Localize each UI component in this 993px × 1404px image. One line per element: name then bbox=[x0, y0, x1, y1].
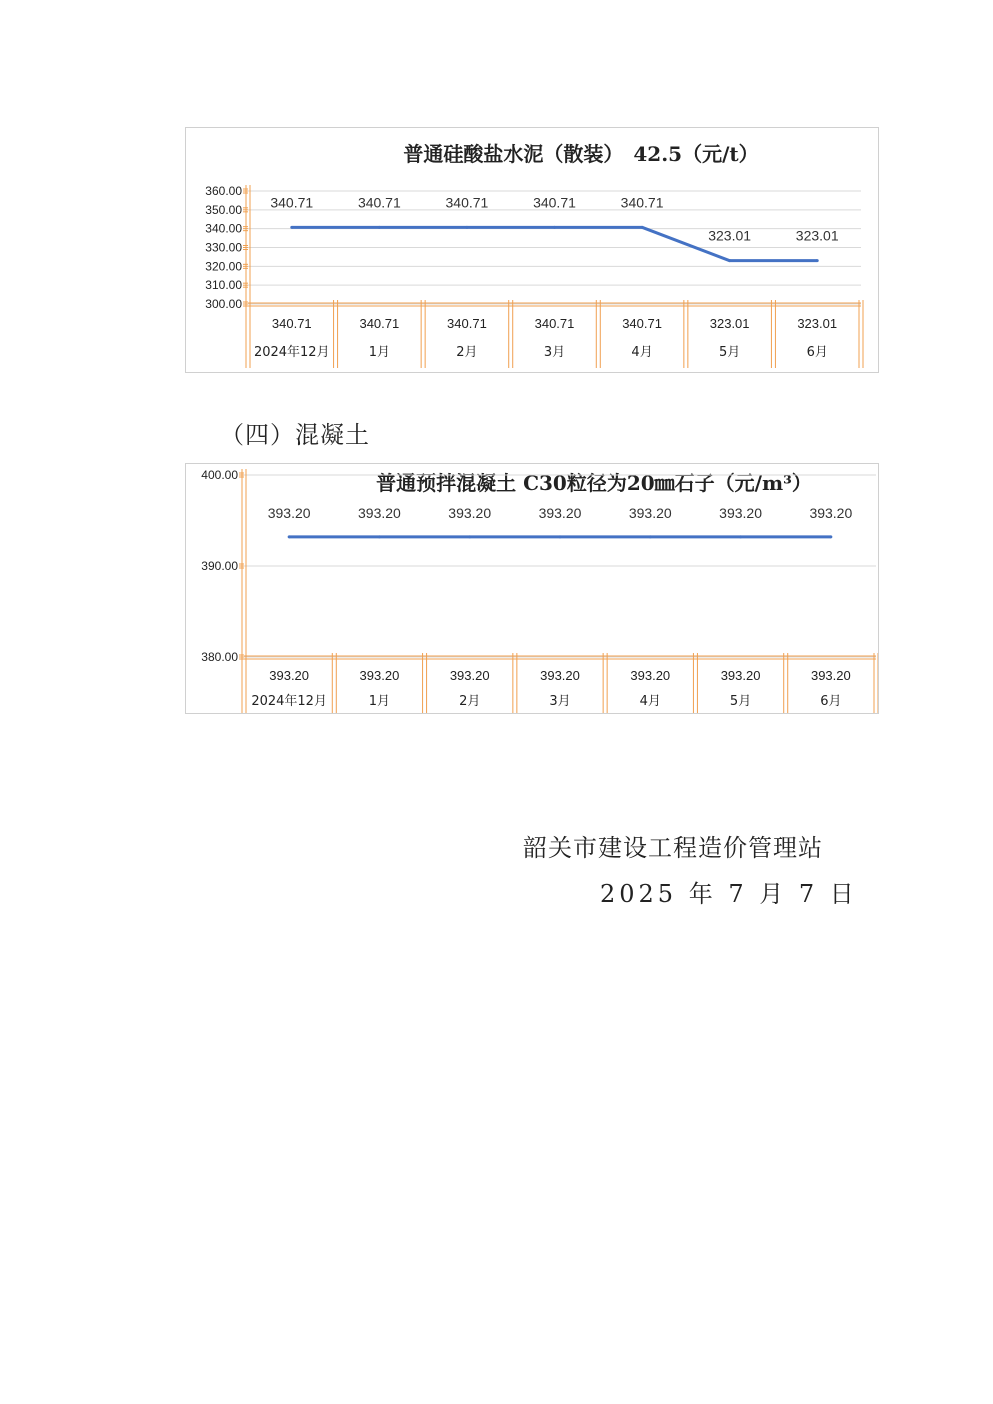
concrete-category-label: 1月 bbox=[368, 694, 391, 709]
cement-category-label: 1月 bbox=[368, 345, 390, 360]
concrete-data-label: 393.20 bbox=[628, 504, 672, 521]
cement-chart-svg bbox=[186, 128, 878, 372]
footer-organization: 韶关市建设工程造价管理站 bbox=[523, 834, 823, 862]
concrete-data-point bbox=[288, 535, 291, 538]
cement-category-label: 5月 bbox=[719, 345, 741, 360]
cement-table-value: 340.71 bbox=[271, 316, 312, 331]
concrete-data-point bbox=[559, 535, 562, 538]
cement-y-tick-label: 360.00 bbox=[205, 184, 242, 198]
concrete-data-label: 393.20 bbox=[538, 504, 582, 521]
concrete-category-label: 3月 bbox=[549, 694, 571, 709]
concrete-table-value: 393.20 bbox=[449, 668, 490, 683]
concrete-table-value: 393.20 bbox=[630, 668, 671, 683]
concrete-table-value: 393.20 bbox=[720, 668, 761, 683]
cement-table-value: 323.01 bbox=[797, 316, 838, 331]
cement-data-label: 340.71 bbox=[357, 194, 401, 211]
concrete-category-label: 5月 bbox=[729, 694, 752, 709]
concrete-table-value: 393.20 bbox=[359, 668, 400, 683]
cement-data-point bbox=[728, 259, 731, 262]
section-heading-concrete: （四）混凝土 bbox=[220, 421, 370, 449]
concrete-category-label: 2月 bbox=[459, 694, 481, 709]
concrete-y-tick-label: 400.00 bbox=[201, 468, 238, 482]
cement-data-label: 323.01 bbox=[795, 227, 839, 244]
concrete-data-label: 393.20 bbox=[448, 504, 492, 521]
concrete-data-label: 393.20 bbox=[719, 504, 762, 521]
concrete-category-label: 6月 bbox=[820, 694, 842, 709]
concrete-table-value: 393.20 bbox=[810, 668, 851, 683]
cement-category-label: 6月 bbox=[806, 345, 828, 360]
concrete-data-point bbox=[468, 535, 471, 538]
cement-data-point bbox=[290, 226, 293, 229]
cement-data-label: 340.71 bbox=[445, 194, 489, 211]
concrete-table-value: 393.20 bbox=[540, 668, 580, 683]
cement-data-label: 340.71 bbox=[270, 194, 314, 211]
concrete-y-tick-label: 390.00 bbox=[201, 559, 238, 573]
cement-data-point bbox=[816, 259, 819, 262]
concrete-category-label: 2024年12月 bbox=[251, 694, 327, 709]
cement-table-value: 340.71 bbox=[359, 316, 400, 331]
concrete-data-point bbox=[829, 535, 832, 538]
cement-y-tick-label: 330.00 bbox=[205, 240, 242, 255]
cement-data-label: 340.71 bbox=[533, 194, 576, 211]
cement-data-label: 323.01 bbox=[708, 227, 752, 244]
cement-price-chart bbox=[185, 127, 879, 373]
concrete-data-point bbox=[378, 535, 381, 538]
concrete-data-point bbox=[739, 535, 742, 538]
cement-data-point bbox=[378, 226, 381, 229]
concrete-data-point bbox=[649, 535, 652, 538]
cement-category-label: 4月 bbox=[631, 345, 653, 360]
concrete-chart-svg bbox=[186, 464, 878, 713]
concrete-price-chart bbox=[185, 463, 879, 714]
cement-table-value: 323.01 bbox=[709, 316, 750, 331]
concrete-data-label: 393.20 bbox=[358, 504, 401, 521]
cement-data-point bbox=[465, 226, 468, 229]
cement-data-point bbox=[641, 226, 644, 229]
footer-date: 2025 年 7 月 7 日 bbox=[600, 880, 858, 908]
cement-y-tick-label: 310.00 bbox=[205, 278, 242, 293]
concrete-data-label: 393.20 bbox=[267, 504, 311, 521]
concrete-chart-title: 普通预拌混凝土 C30粒径为20㎜石子（元/m³） bbox=[376, 471, 812, 495]
cement-category-label: 2024年12月 bbox=[253, 345, 330, 360]
cement-chart-title: 普通硅酸盐水泥（散装） 42.5（元/t） bbox=[403, 142, 759, 166]
cement-table-value: 340.71 bbox=[447, 316, 487, 331]
cement-category-label: 2月 bbox=[456, 345, 478, 360]
concrete-category-label: 4月 bbox=[639, 694, 661, 709]
cement-table-value: 340.71 bbox=[622, 316, 662, 331]
concrete-y-tick-label: 380.00 bbox=[201, 650, 238, 664]
cement-y-tick-label: 300.00 bbox=[205, 297, 242, 311]
cement-table-value: 340.71 bbox=[534, 316, 575, 331]
cement-y-tick-label: 320.00 bbox=[205, 259, 242, 274]
cement-y-tick-label: 340.00 bbox=[205, 221, 242, 236]
concrete-table-value: 393.20 bbox=[269, 668, 310, 683]
concrete-data-label: 393.20 bbox=[809, 504, 853, 521]
cement-data-label: 340.71 bbox=[620, 194, 664, 211]
cement-category-label: 3月 bbox=[543, 345, 566, 360]
cement-y-tick-label: 350.00 bbox=[205, 202, 242, 217]
cement-data-point bbox=[553, 226, 556, 229]
